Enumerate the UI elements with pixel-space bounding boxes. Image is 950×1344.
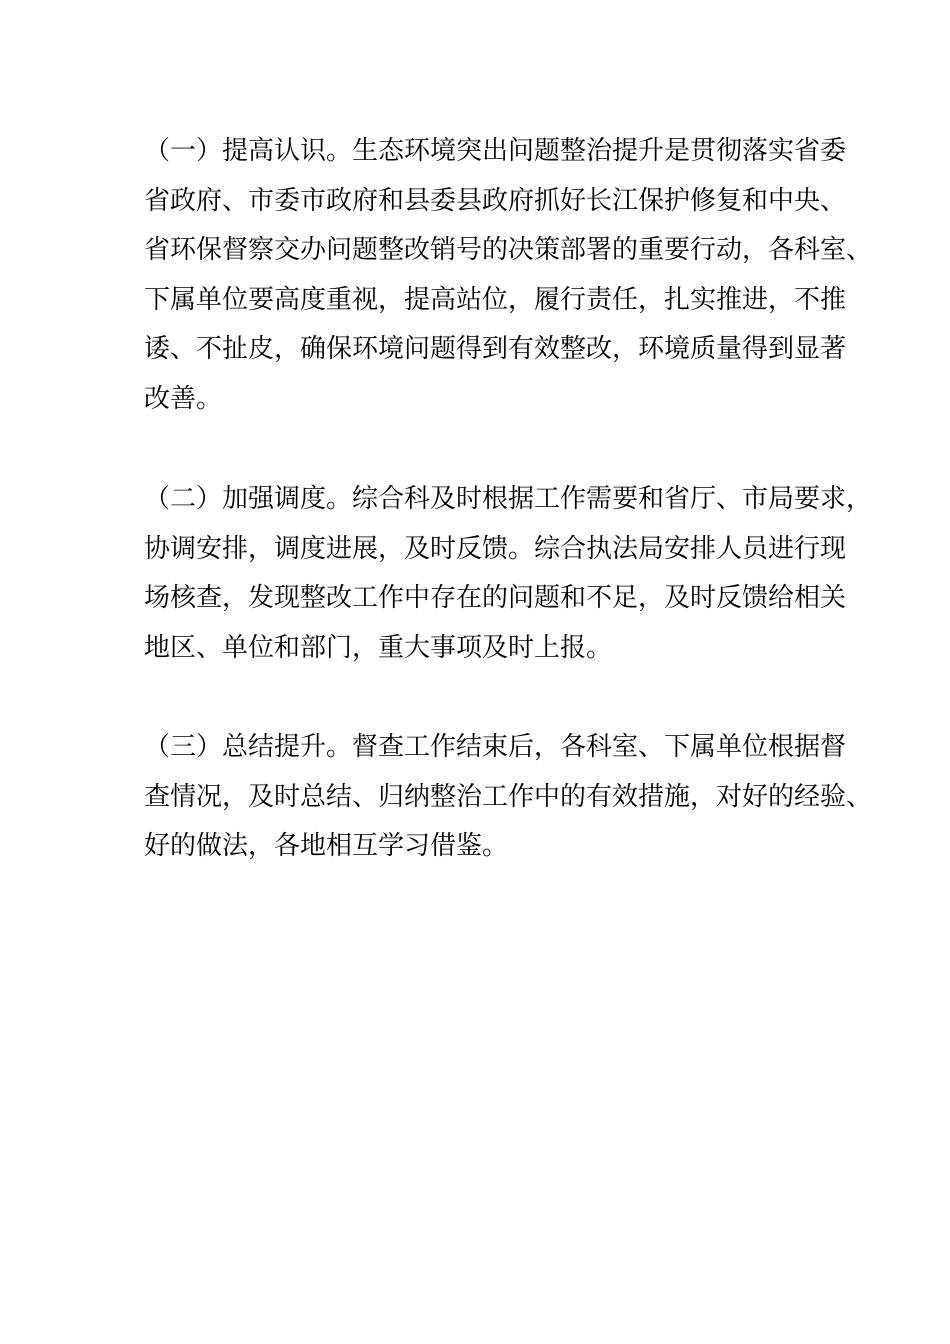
paragraph-summarize-improve [144, 723, 873, 872]
paragraph-line: （三）总结提升。督查工作结束后，各科室、下属单位根据督 [144, 732, 847, 762]
paragraph-line: 省环保督察交办问题整改销号的决策部署的重要行动，各科室、 [144, 235, 873, 265]
paragraph-line: 诿、不扯皮，确保环境问题得到有效整改，环境质量得到显著 [144, 334, 847, 364]
paragraph-raise-awareness [144, 127, 873, 424]
paragraph-line: 下属单位要高度重视，提高站位，履行责任，扎实推进，不推 [144, 284, 847, 315]
paragraph-line: （二）加强调度。综合科及时根据工作需要和省厅、市局要求， [144, 484, 873, 514]
paragraph-line: 协调安排，调度进展，及时反馈。综合执法局安排人员进行现 [144, 533, 847, 564]
paragraph-strengthen-scheduling [144, 475, 873, 673]
paragraph-line: 查情况，及时总结、归纳整治工作中的有效措施，对好的经验、 [144, 781, 873, 812]
paragraph-line: 场核查，发现整改工作中存在的问题和不足，及时反馈给相关 [144, 583, 847, 613]
paragraph-line: 省政府、市委市政府和县委县政府抓好长江保护修复和中央、 [144, 185, 847, 216]
paragraph-line: 好的做法，各地相互学习借鉴。 [144, 831, 509, 861]
paragraph-line: 地区、单位和部门，重大事项及时上报。 [144, 632, 613, 663]
paragraph-line: （一）提高认识。生态环境突出问题整治提升是贯彻落实省委 [144, 136, 847, 166]
paragraph-line: 改善。 [144, 383, 223, 414]
